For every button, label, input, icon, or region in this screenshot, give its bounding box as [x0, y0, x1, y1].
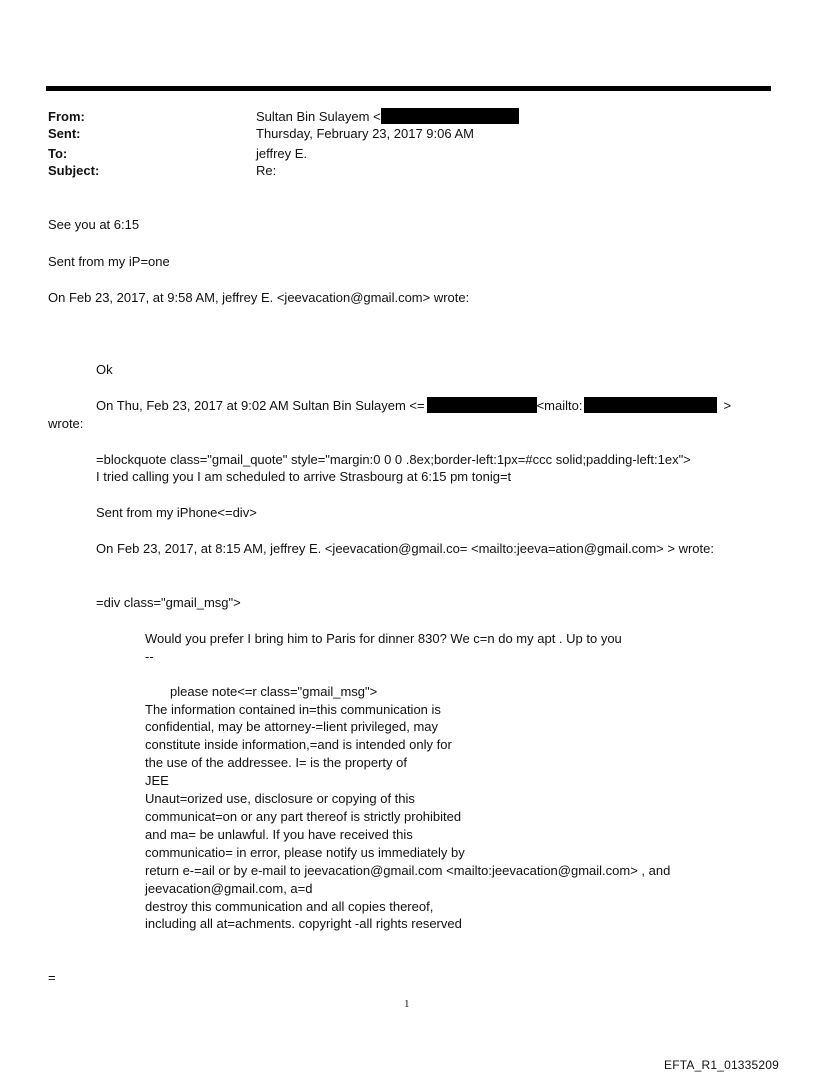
- sent-label: Sent:: [48, 126, 81, 141]
- disclaimer-line: Unaut=orized use, disclosure or copying of this: [145, 791, 415, 806]
- subject-label: Subject:: [48, 163, 100, 178]
- disclaimer-line: including all at=achments. copyright -all rights reserved: [145, 916, 462, 931]
- body-line-see-you: See you at 6:15: [48, 217, 140, 232]
- disclaimer-line: jeevacation@gmail.com, a=d: [145, 881, 313, 896]
- to-value: jeffrey E.: [256, 146, 308, 161]
- trailing-equals: =: [48, 970, 56, 985]
- quote-wrote: wrote:: [48, 416, 84, 431]
- disclaimer-line: destroy this communication and all copies thereof,: [145, 899, 434, 914]
- to-label: To:: [48, 146, 68, 161]
- quote-on-feb-815: On Feb 23, 2017, at 8:15 AM, jeffrey E. <jeevacation@gmail.co= <mailto:jeeva=ation@gmail.com> > wrote:: [96, 541, 714, 556]
- body-line-sent-from: Sent from my iP=one: [48, 254, 170, 269]
- redaction-block: [381, 108, 519, 124]
- disclaimer-line: communicat=on or any part thereof is strictly prohibited: [145, 809, 462, 824]
- quote-ok: Ok: [96, 362, 113, 377]
- redaction-block: [584, 397, 717, 413]
- quote-on-thu: [96, 397, 731, 414]
- redaction-block: [427, 397, 537, 413]
- subject-value: Re:: [256, 163, 277, 178]
- disclaimer-line: communicatio= in error, please notify us immediately by: [145, 845, 465, 860]
- quote-sent-iphone: Sent from my iPhone<=div>: [96, 505, 257, 520]
- quote-bracket: >: [723, 398, 732, 413]
- header-rule: [46, 86, 771, 91]
- quote-on-thu-text: On Thu, Feb 23, 2017 at 9:02 AM Sultan Bin Sulayem <=: [96, 398, 425, 413]
- disclaimer-line: confidential, may be attorney-=lient privileged, may: [145, 719, 439, 734]
- nested-dashes: --: [145, 649, 154, 664]
- page-number: 1: [404, 998, 410, 1010]
- disclaimer-line: The information contained in=this communication is: [145, 702, 441, 717]
- quote-tried-calling: I tried calling you I am scheduled to arrive Strasbourg at 6:15 pm tonig=t: [96, 469, 512, 484]
- disclaimer-line: JEE: [145, 773, 169, 788]
- from-value: [256, 108, 519, 125]
- bates-number: EFTA_R1_01335209: [664, 1058, 780, 1072]
- disclaimer-line: return e-=ail or by e-mail to jeevacation@gmail.com <mailto:jeevacation@gmail.com> , and: [145, 863, 671, 878]
- quote-blockquote-tag: =blockquote class="gmail_quote" style="margin:0 0 0 .8ex;border-left:1px=#ccc solid;padding-left:1ex">: [96, 452, 691, 467]
- disclaimer-line: the use of the addressee. I= is the property of: [145, 755, 407, 770]
- nested-would-you: Would you prefer I bring him to Paris for dinner 830? We c=n do my apt . Up to you: [145, 631, 622, 646]
- from-name: Sultan Bin Sulayem <: [256, 109, 381, 124]
- quote-div-tag: =div class="gmail_msg">: [96, 595, 241, 610]
- sent-value: Thursday, February 23, 2017 9:06 AM: [256, 126, 474, 141]
- nested-please-note: please note<=r class="gmail_msg">: [170, 684, 378, 699]
- disclaimer-line: constitute inside information,=and is intended only for: [145, 737, 452, 752]
- quote-mailto: <mailto:: [536, 398, 583, 413]
- from-label: From:: [48, 109, 85, 124]
- disclaimer-line: and ma= be unlawful. If you have received this: [145, 827, 413, 842]
- body-line-on-feb: On Feb 23, 2017, at 9:58 AM, jeffrey E. <jeevacation@gmail.com> wrote:: [48, 290, 470, 305]
